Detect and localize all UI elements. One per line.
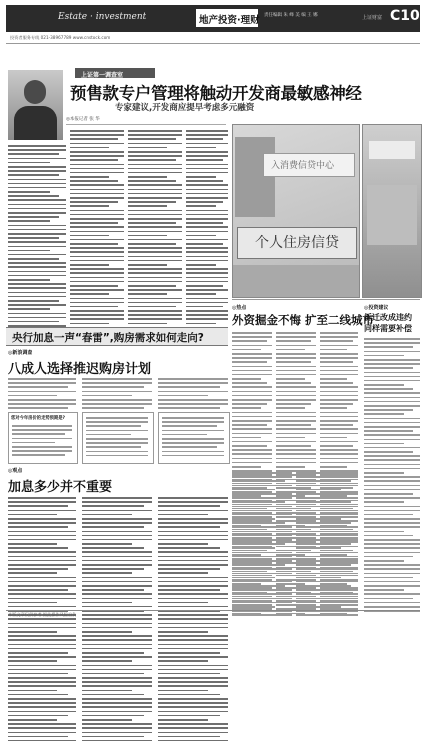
rate-col4 (232, 472, 292, 619)
top-byline-rule (66, 124, 226, 125)
section-title: 地产投资·理财 (199, 15, 260, 26)
info-strip (6, 34, 420, 44)
market-headline: 外资掘金不悔 扩至二线城市 (232, 313, 375, 327)
masthead-brand: Estate · investment (58, 12, 147, 22)
rate-kicker: ◎观点 (8, 468, 23, 474)
portrait-photo (8, 70, 63, 140)
survey-box-2 (82, 412, 154, 464)
masthead (6, 5, 420, 32)
photo-caption: 个人住房信贷 (255, 235, 339, 251)
survey-intro-col3 (158, 378, 228, 416)
top-subheadline: 专家建议,开发商应提早考虑多元融资 (115, 103, 255, 113)
top-story-col2 (70, 130, 124, 339)
market-kicker: ◎热点 (232, 305, 247, 311)
top-byline: ◎本报记者 张 华 (66, 117, 100, 122)
rate-headline: 加息多少并不重要 (8, 480, 113, 495)
service-tag: 上证财富 (362, 15, 383, 21)
top-story-col4 (186, 130, 228, 339)
masthead-title-box (196, 9, 258, 27)
editor-info: 责任编辑 朱 峰 美 编 王 娜 (264, 13, 318, 18)
rate-col5 (296, 472, 358, 619)
rate-col1 (8, 497, 76, 744)
footer-rule (6, 610, 420, 611)
survey-headline: 八成人选择推迟购房计划 (8, 362, 152, 377)
right-headline-line2: 同样需要补偿 (364, 324, 412, 333)
survey-box-1 (8, 412, 78, 464)
banner (6, 327, 228, 346)
right-kicker: ◎投资建议 (364, 305, 389, 311)
survey-intro-col2 (82, 378, 152, 416)
page-number: C10 (390, 8, 420, 24)
info-strip-text: 投资者服务专线 021-38967789 www.cnstock.com (10, 35, 111, 40)
photo-caption-rule (232, 299, 420, 300)
banner-text: 央行加息一声“春雷”,购房需求如何走向? (12, 332, 204, 344)
top-headline: 预售款专户管理将触动开发商最敏感神经 (70, 84, 362, 103)
right-headline-line1: 拆迁改成违约 (364, 313, 412, 322)
top-story-col1 (8, 145, 66, 338)
survey-kicker: ◎新浪调查 (8, 350, 33, 356)
top-story-col3 (128, 130, 182, 339)
column-tag (75, 68, 155, 78)
rate-col2 (82, 497, 152, 744)
right-col (364, 338, 420, 614)
survey-box-3 (158, 412, 230, 464)
rate-col3 (158, 497, 228, 744)
column-tag-text: 上证第一调查室 (81, 71, 124, 79)
survey-chart-title: 您对今年房价的走势预期是? (11, 416, 66, 421)
right-photo (362, 124, 422, 298)
survey-intro-col1 (8, 378, 76, 416)
footer-text: 本版文章仅供参考 据此操作风险自负 (8, 612, 77, 617)
bank-photo: 入消费信贷中心 个人住房信贷 (232, 124, 360, 298)
